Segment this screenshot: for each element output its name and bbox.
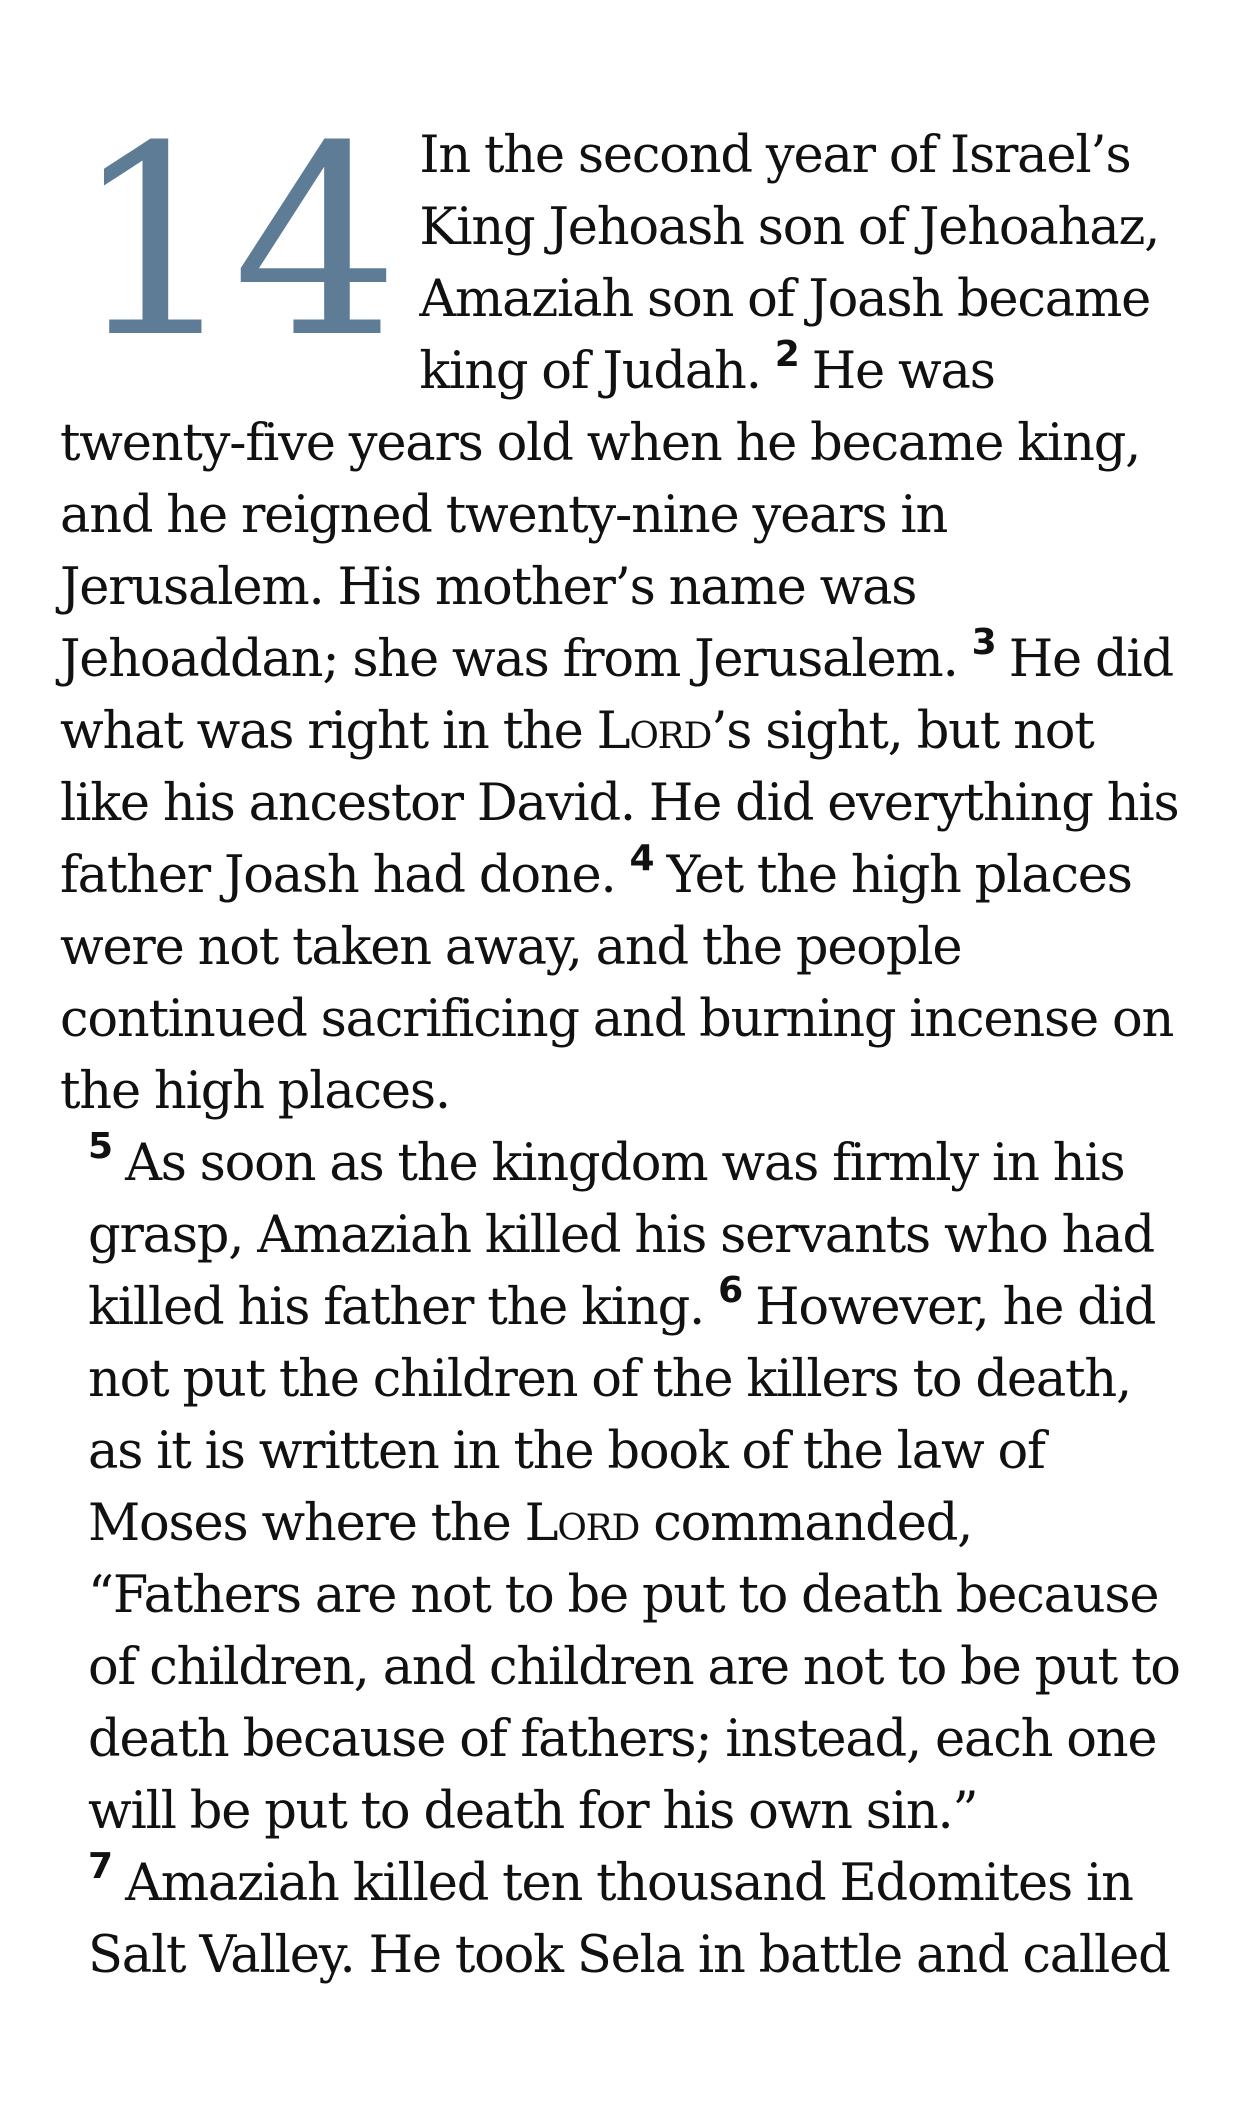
verse-number: 3 <box>971 622 997 663</box>
verse-number: 7 <box>88 1846 114 1887</box>
paragraph-2 <box>60 1128 1190 1848</box>
verse-text: ’s sight, but not like his ancestor David. He did everything his father Joash had done. <box>60 702 1179 905</box>
chapter-text <box>60 90 1190 1992</box>
verse-text: However, he did not put the children of the killers to death, as it is written in the book of the law of Moses where the <box>88 1278 1156 1553</box>
verse-number: 6 <box>718 1270 744 1311</box>
verse-text: In the second year of Israel’s King Jehoash son of Jehoahaz, Amaziah son of Joash became king of Judah. <box>419 126 1160 401</box>
verse-text: Amaziah killed ten thousand Edomites in Salt Valley. He took Sela in battle and called <box>88 1854 1170 1985</box>
verse-number: 2 <box>774 334 800 375</box>
verse-text: He was twenty-five years old when he became king, and he reigned twenty-nine years in Jerusalem. His mother’s name was Jehoaddan; she was from Jerusalem. <box>60 342 1141 689</box>
divine-name: Lord <box>596 702 712 761</box>
paragraph-3 <box>60 1848 1190 1992</box>
verse-text: Yet the high places were not taken away, and the people continued sacrificing and burning incense on the high places. <box>60 846 1174 1121</box>
verse-text: commanded, “Fathers are not to be put to death because of children, and children are not to be put to death because of fathers; instead, each one will be put to death for his own sin.” <box>88 1494 1180 1841</box>
verse-number: 4 <box>629 838 655 879</box>
chapter-number: 14 <box>72 90 394 395</box>
verse-number: 5 <box>88 1126 114 1167</box>
verse-text: He did what was right in the <box>60 630 1173 761</box>
verse-text: As soon as the kingdom was firmly in his grasp, Amaziah killed his servants who had killed his father the king. <box>88 1134 1154 1337</box>
divine-name: Lord <box>524 1494 640 1553</box>
